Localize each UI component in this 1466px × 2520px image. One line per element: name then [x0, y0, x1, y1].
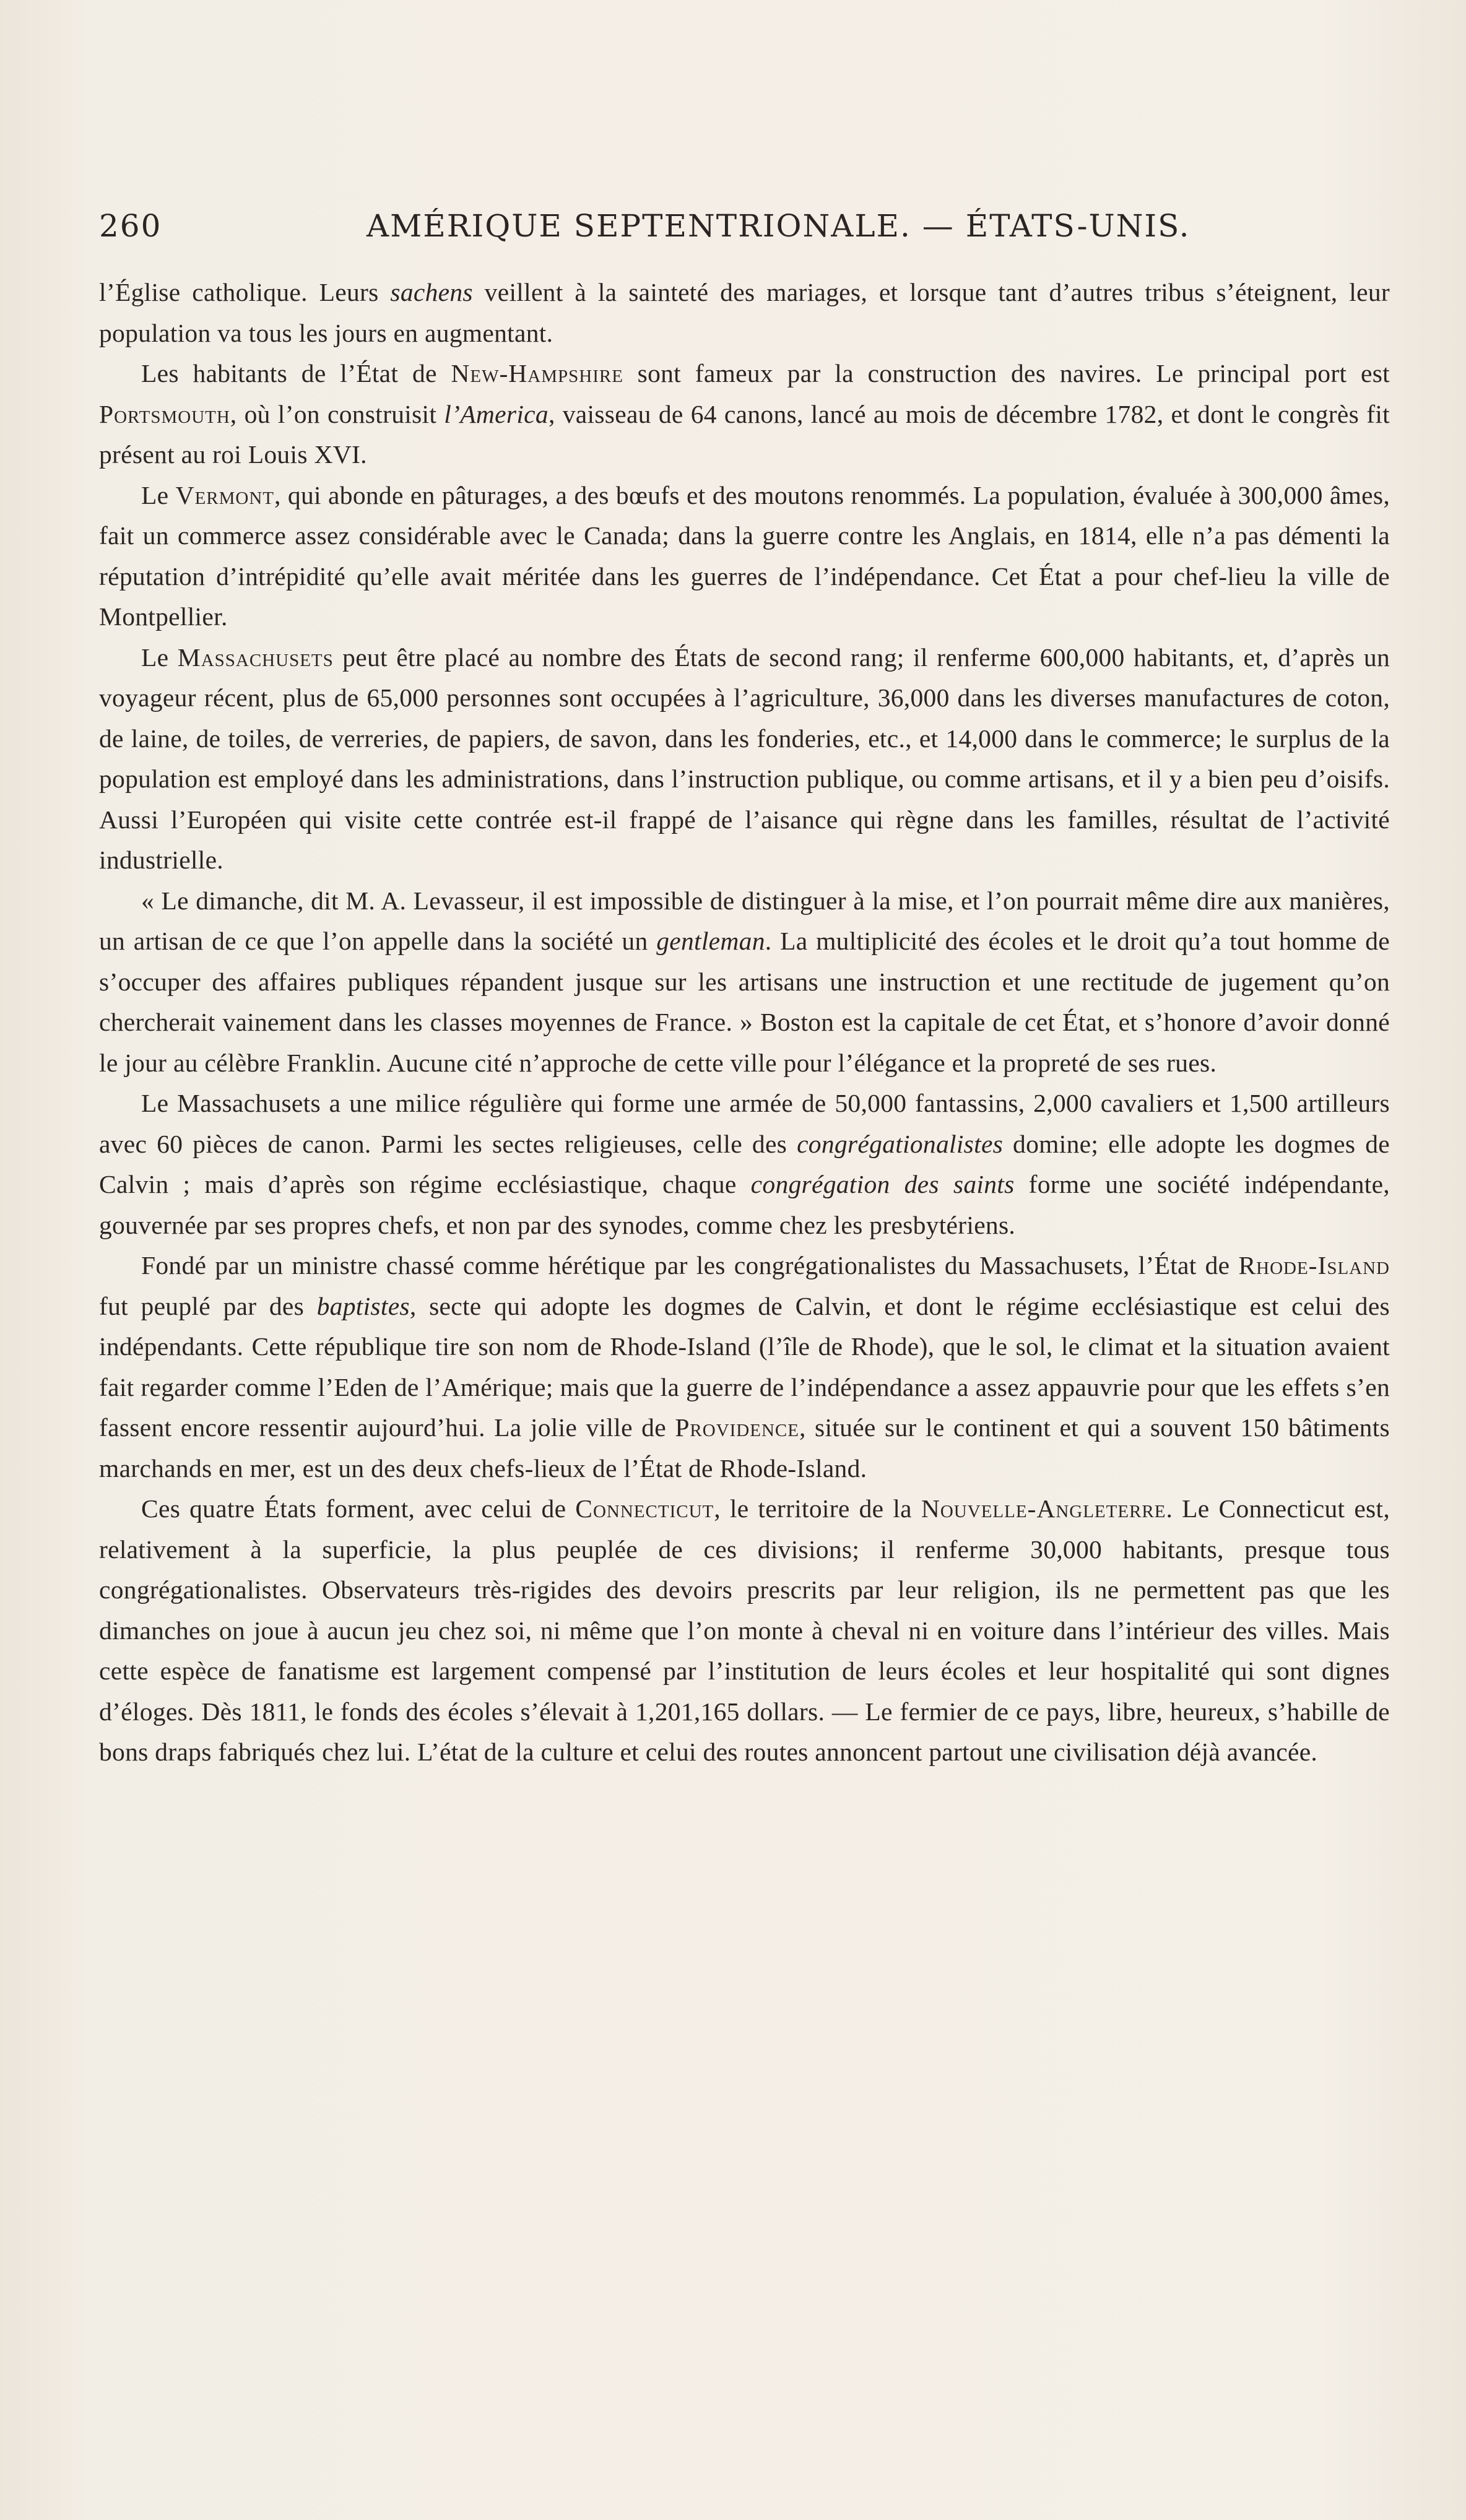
text-run: Ces quatre États forment, avec celui de	[141, 1494, 576, 1523]
place-name: Providence	[675, 1413, 799, 1442]
text-run: , vaisseau de 64 canons, lancé au mois de décembre 1782, et dont le congrès fit présent au roi Louis XVI.	[99, 399, 1390, 469]
text-run: . Le Connecticut est, relativement à la superficie, la plus peuplée de ces divisions; il renferme 30,000 habitants, presque tous congrégationalistes. Observateurs très-rigides des devoirs prescrits par leur religion, ils ne permettent pas que les dimanches on joue à aucun jeu chez soi, ni même que l’on monte à cheval ni en voiture dans l’intérieur des villes. Mais cette espèce de fanatisme est largement compensé par l’institution de leurs écoles et leur hospitalité qui sont dignes d’éloges. Dès 1811, le fonds des écoles s’élevait à 1,201,165 dollars. — Le fermier de ce pays, libre, heureux, s’habille de bons draps fabriqués chez lui. L’état de la culture et celui des routes annoncent partout une civilisation déjà avancée.	[99, 1494, 1390, 1766]
italic-term: congrégationalistes	[797, 1129, 1004, 1158]
text-run: . La multiplicité des écoles et le droit qu’a tout homme de s’occuper des affaires publiques répandent jusque sur les artisans une instruction et une rectitude de jugement qu’on chercherait vainement dans les classes moyennes de France. » Boston est la capitale de cet État, et s’honore d’avoir donné le jour au célèbre Franklin. Aucune cité n’approche de cette ville pour l’élégance et la propreté de ses rues.	[99, 927, 1390, 1077]
text-run: peut être placé au nombre des États de second rang; il renferme 600,000 habitants, et, d’après un voyageur récent, plus de 65,000 personnes sont occupées à l’agriculture, 36,000 dans les diverses manufactures de coton, de laine, de toiles, de verreries, de papiers, de savon, dans les fonderies, etc., et 14,000 dans le commerce; le surplus de la population est employé dans les administrations, dans l’instruction publique, ou comme artisans, et il y a bien peu d’oisifs. Aussi l’Européen qui visite cette contrée est-il frappé de l’aisance qui règne dans les familles, résultat de l’activité industrielle.	[99, 643, 1390, 874]
text-run: , le territoire de la	[714, 1494, 921, 1523]
place-name: Vermont	[175, 480, 275, 509]
place-name: Nouvelle-Angleterre	[921, 1494, 1166, 1523]
paragraph	[99, 1489, 1390, 1773]
place-name: Massachusets	[177, 643, 334, 672]
text-run: Le Massachusets a une milice régulière qui forme une armée de 50,000 fantassins, 2,000 cavaliers et 1,500 artilleurs avec 60 pièces de canon. Parmi les sectes religieuses, celle des	[99, 1089, 1390, 1158]
italic-term: congrégation des saints	[750, 1170, 1015, 1198]
text-run: Le	[141, 643, 178, 672]
paragraph	[99, 1083, 1390, 1245]
place-name: Connecticut	[575, 1494, 714, 1523]
text-run: , située sur le continent et qui a souvent 150 bâtiments marchands en mer, est un des deux chefs-lieux de l’État de Rhode-Island.	[99, 1413, 1390, 1483]
text-run: forme une société indépendante, gouvernée par ses propres chefs, et non par des synodes, comme chez les presbytériens.	[99, 1170, 1390, 1239]
paragraph	[99, 475, 1390, 638]
body-text	[99, 272, 1390, 1773]
paragraph	[99, 353, 1390, 475]
text-run: domine; elle adopte les dogmes de Calvin ; mais d’après son régime ecclésiastique, chaque	[99, 1129, 1390, 1198]
running-title: AMÉRIQUE SEPTENTRIONALE. — ÉTATS-UNIS.	[366, 208, 1191, 244]
text-run: l’Église catholique. Leurs	[99, 278, 391, 306]
paragraph	[99, 881, 1390, 1084]
italic-term: baptistes	[316, 1291, 410, 1320]
text-run: Les habitants de l’État de	[141, 359, 451, 388]
paragraph	[99, 272, 1390, 353]
text-run: sont fameux par la construction des navires. Le principal port est	[623, 359, 1390, 388]
italic-term: sachens	[390, 278, 473, 306]
italic-term: l’America	[444, 399, 549, 428]
text-run: , où l’on construisit	[230, 399, 445, 428]
page-number: 260	[99, 208, 162, 244]
paragraph	[99, 638, 1390, 881]
italic-term: gentleman	[656, 927, 765, 955]
text-run: Fondé par un ministre chassé comme hérétique par les congrégationalistes du Massachusets, l’État de	[141, 1251, 1239, 1279]
paragraph	[99, 1245, 1390, 1489]
text-run: , qui abonde en pâturages, a des bœufs et des moutons renommés. La population, évaluée à 300,000 âmes, fait un commerce assez considérable avec le Canada; dans la guerre contre les Anglais, en 1814, elle n’a pas démenti la réputation d’intrépidité qu’elle avait méritée dans les guerres de l’indépendance. Cet État a pour chef-lieu la ville de Montpellier.	[99, 480, 1390, 631]
text-run: , secte qui adopte les dogmes de Calvin, et dont le régime ecclésiastique est celui des indépendants. Cette république tire son nom de Rhode-Island (l’île de Rhode), que le sol, le climat et la situation avaient fait regarder comme l’Eden de l’Amérique; mais que la guerre de l’indépendance a assez appauvrie pour que les effets s’en fassent encore ressentir aujourd’hui. La jolie ville de	[99, 1291, 1390, 1442]
place-name: Portsmouth	[99, 399, 230, 428]
text-run: fut peuplé par des	[99, 1291, 317, 1320]
text-run: « Le dimanche, dit M. A. Levasseur, il est impossible de distinguer à la mise, et l’on pourrait même dire aux manières, un artisan de ce que l’on appelle dans la société un	[99, 886, 1390, 955]
text-run: veillent à la sainteté des mariages, et lorsque tant d’autres tribus s’éteignent, leur population va tous les jours en augmentant.	[99, 278, 1390, 347]
text-run: Le	[141, 480, 176, 509]
place-name: New-Hampshire	[451, 359, 623, 388]
place-name: Rhode-Island	[1238, 1251, 1390, 1279]
